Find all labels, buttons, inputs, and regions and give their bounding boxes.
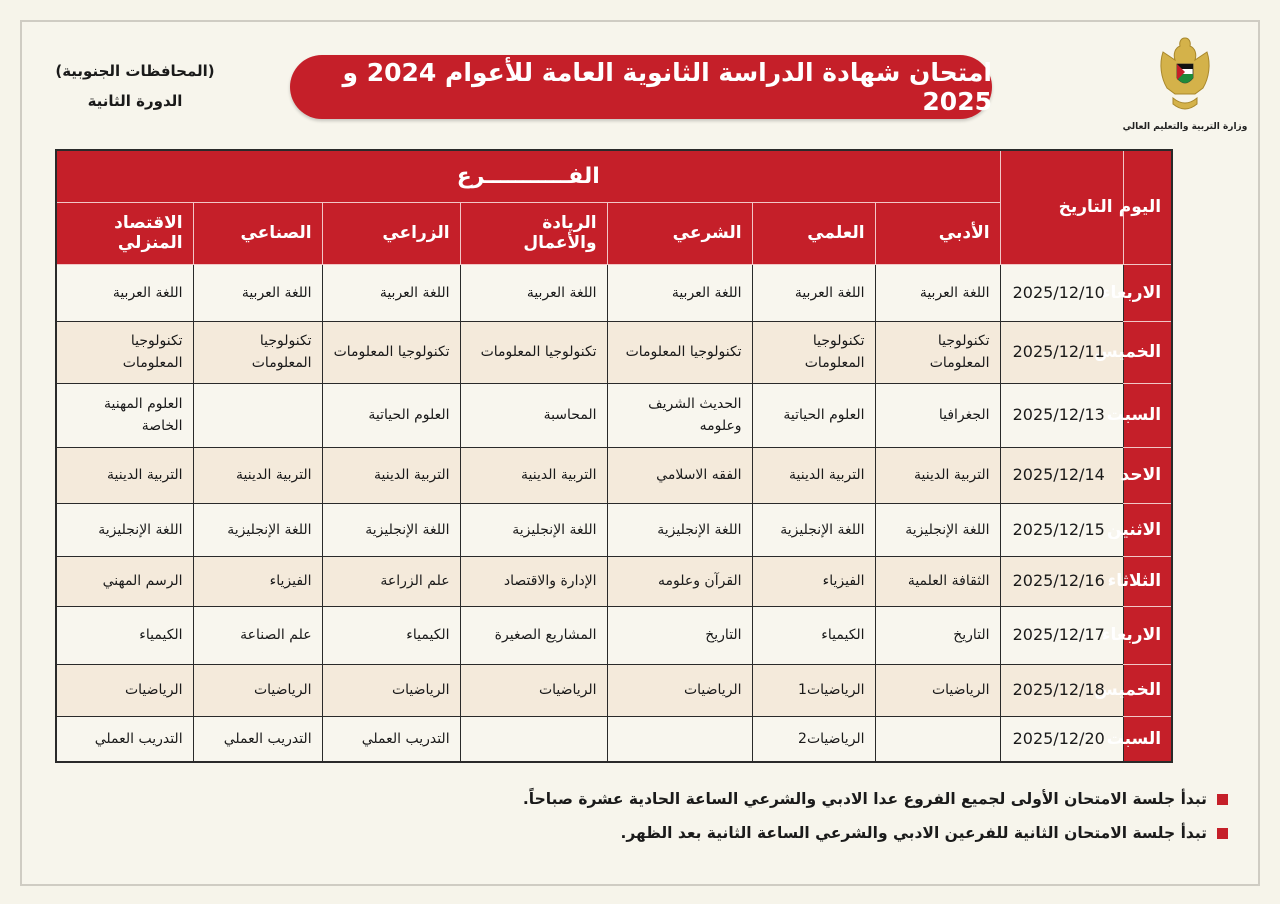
branch-header-entrepreneurship: الريادة والأعمال <box>460 202 607 264</box>
date-column-header: التاريخ <box>1000 150 1123 264</box>
ministry-logo <box>1115 34 1255 144</box>
subject-cell: التربية الدينية <box>193 447 322 503</box>
region-name: (المحافظات الجنوبية) <box>55 62 215 80</box>
note-item <box>523 816 1228 850</box>
region-label <box>40 56 230 116</box>
day-cell: الثلاثاء <box>1123 556 1172 606</box>
subject-cell: تكنولوجيا المعلومات <box>875 321 1000 383</box>
table-row <box>56 264 1172 321</box>
subject-cell: التاريخ <box>607 606 752 664</box>
note-text: تبدأ جلسة الامتحان الثانية للفرعين الادبي والشرعي الساعة الثانية بعد الظهر. <box>620 824 1207 842</box>
subject-cell: الإدارة والاقتصاد <box>460 556 607 606</box>
page-title: امتحان شهادة الدراسة الثانوية العامة للأعوام 2024 و 2025 <box>290 55 992 119</box>
branch-header-industrial: الصناعي <box>193 202 322 264</box>
subject-cell: التدريب العملي <box>322 716 460 762</box>
subject-cell: اللغة العربية <box>193 264 322 321</box>
date-cell: 2025/12/15 <box>1000 503 1123 556</box>
day-cell: السبت <box>1123 716 1172 762</box>
subject-cell: الفيزياء <box>752 556 875 606</box>
subject-cell: التاريخ <box>875 606 1000 664</box>
subject-cell: الرياضيات2 <box>752 716 875 762</box>
date-cell: 2025/12/11 <box>1000 321 1123 383</box>
subject-cell: الرياضيات1 <box>752 664 875 716</box>
date-cell: 2025/12/10 <box>1000 264 1123 321</box>
subject-cell: اللغة العربية <box>607 264 752 321</box>
day-column-header: اليوم <box>1123 150 1172 264</box>
table-row <box>56 664 1172 716</box>
day-cell: الاربعاء <box>1123 264 1172 321</box>
subject-cell: المحاسبة <box>460 383 607 447</box>
branch-header-home-economics: الاقتصاد المنزلي <box>56 202 193 264</box>
square-bullet-icon <box>1217 828 1228 839</box>
subject-cell <box>607 716 752 762</box>
subject-cell <box>875 716 1000 762</box>
subject-cell: الكيمياء <box>752 606 875 664</box>
date-cell: 2025/12/14 <box>1000 447 1123 503</box>
subject-cell: تكنولوجيا المعلومات <box>460 321 607 383</box>
subject-cell: التربية الدينية <box>322 447 460 503</box>
day-cell: الاثنين <box>1123 503 1172 556</box>
subject-cell: الرياضيات <box>875 664 1000 716</box>
subject-cell: تكنولوجيا المعلومات <box>193 321 322 383</box>
subject-cell: اللغة الإنجليزية <box>875 503 1000 556</box>
subject-cell: الرياضيات <box>56 664 193 716</box>
subject-cell: التربية الدينية <box>56 447 193 503</box>
subject-cell: الرياضيات <box>460 664 607 716</box>
subject-cell: علم الزراعة <box>322 556 460 606</box>
subject-cell: اللغة الإنجليزية <box>193 503 322 556</box>
exam-schedule-table <box>55 149 1173 763</box>
subject-cell: الرياضيات <box>607 664 752 716</box>
subject-cell: اللغة العربية <box>56 264 193 321</box>
day-cell: الخميس <box>1123 664 1172 716</box>
subject-cell: الجغرافيا <box>875 383 1000 447</box>
session-name: الدورة الثانية <box>87 92 183 110</box>
subject-cell: اللغة الإنجليزية <box>607 503 752 556</box>
date-cell: 2025/12/13 <box>1000 383 1123 447</box>
subject-cell: علم الصناعة <box>193 606 322 664</box>
notes-list <box>523 782 1228 850</box>
day-cell: الاربعاء <box>1123 606 1172 664</box>
date-cell: 2025/12/20 <box>1000 716 1123 762</box>
subject-cell: اللغة الإنجليزية <box>752 503 875 556</box>
table-row <box>56 556 1172 606</box>
table-row <box>56 383 1172 447</box>
subject-cell <box>193 383 322 447</box>
subject-cell: التدريب العملي <box>193 716 322 762</box>
subject-cell: الثقافة العلمية <box>875 556 1000 606</box>
subject-cell: التربية الدينية <box>752 447 875 503</box>
subject-cell: الرياضيات <box>193 664 322 716</box>
subject-cell: الكيمياء <box>56 606 193 664</box>
branch-header-sharia: الشرعي <box>607 202 752 264</box>
subject-cell <box>460 716 607 762</box>
subject-cell: اللغة الإنجليزية <box>56 503 193 556</box>
branch-group-header: الفـــــــــــرع <box>56 150 1000 202</box>
ministry-name: وزارة التربية والتعليم العالي <box>1122 122 1248 132</box>
date-cell: 2025/12/16 <box>1000 556 1123 606</box>
subject-cell: الكيمياء <box>322 606 460 664</box>
subject-cell: اللغة العربية <box>460 264 607 321</box>
date-cell: 2025/12/18 <box>1000 664 1123 716</box>
subject-cell: العلوم المهنية الخاصة <box>56 383 193 447</box>
subject-cell: تكنولوجيا المعلومات <box>607 321 752 383</box>
table-row <box>56 503 1172 556</box>
subject-cell: العلوم الحياتية <box>322 383 460 447</box>
subject-cell: التربية الدينية <box>875 447 1000 503</box>
day-cell: الخميس <box>1123 321 1172 383</box>
subject-cell: التدريب العملي <box>56 716 193 762</box>
subject-cell: الفقه الاسلامي <box>607 447 752 503</box>
subject-cell: الفيزياء <box>193 556 322 606</box>
branch-header-literary: الأدبي <box>875 202 1000 264</box>
square-bullet-icon <box>1217 794 1228 805</box>
subject-cell: الرياضيات <box>322 664 460 716</box>
subject-cell: المشاريع الصغيرة <box>460 606 607 664</box>
subject-cell: اللغة العربية <box>875 264 1000 321</box>
subject-cell: التربية الدينية <box>460 447 607 503</box>
table-row <box>56 321 1172 383</box>
branch-header-agricultural: الزراعي <box>322 202 460 264</box>
subject-cell: اللغة الإنجليزية <box>322 503 460 556</box>
subject-cell: الرسم المهني <box>56 556 193 606</box>
eagle-emblem-icon <box>1153 34 1217 120</box>
branch-header-scientific: العلمي <box>752 202 875 264</box>
note-item <box>523 782 1228 816</box>
subject-cell: الحديث الشريف وعلومه <box>607 383 752 447</box>
day-cell: السبت <box>1123 383 1172 447</box>
table-row <box>56 447 1172 503</box>
subject-cell: القرآن وعلومه <box>607 556 752 606</box>
subject-cell: تكنولوجيا المعلومات <box>56 321 193 383</box>
note-text: تبدأ جلسة الامتحان الأولى لجميع الفروع عدا الادبي والشرعي الساعة الحادية عشرة صباحاً. <box>522 790 1207 808</box>
subject-cell: اللغة العربية <box>752 264 875 321</box>
day-cell: الاحد <box>1123 447 1172 503</box>
table-row <box>56 606 1172 664</box>
subject-cell: تكنولوجيا المعلومات <box>752 321 875 383</box>
subject-cell: تكنولوجيا المعلومات <box>322 321 460 383</box>
subject-cell: اللغة الإنجليزية <box>460 503 607 556</box>
date-cell: 2025/12/17 <box>1000 606 1123 664</box>
table-row <box>56 716 1172 762</box>
subject-cell: اللغة العربية <box>322 264 460 321</box>
subject-cell: العلوم الحياتية <box>752 383 875 447</box>
